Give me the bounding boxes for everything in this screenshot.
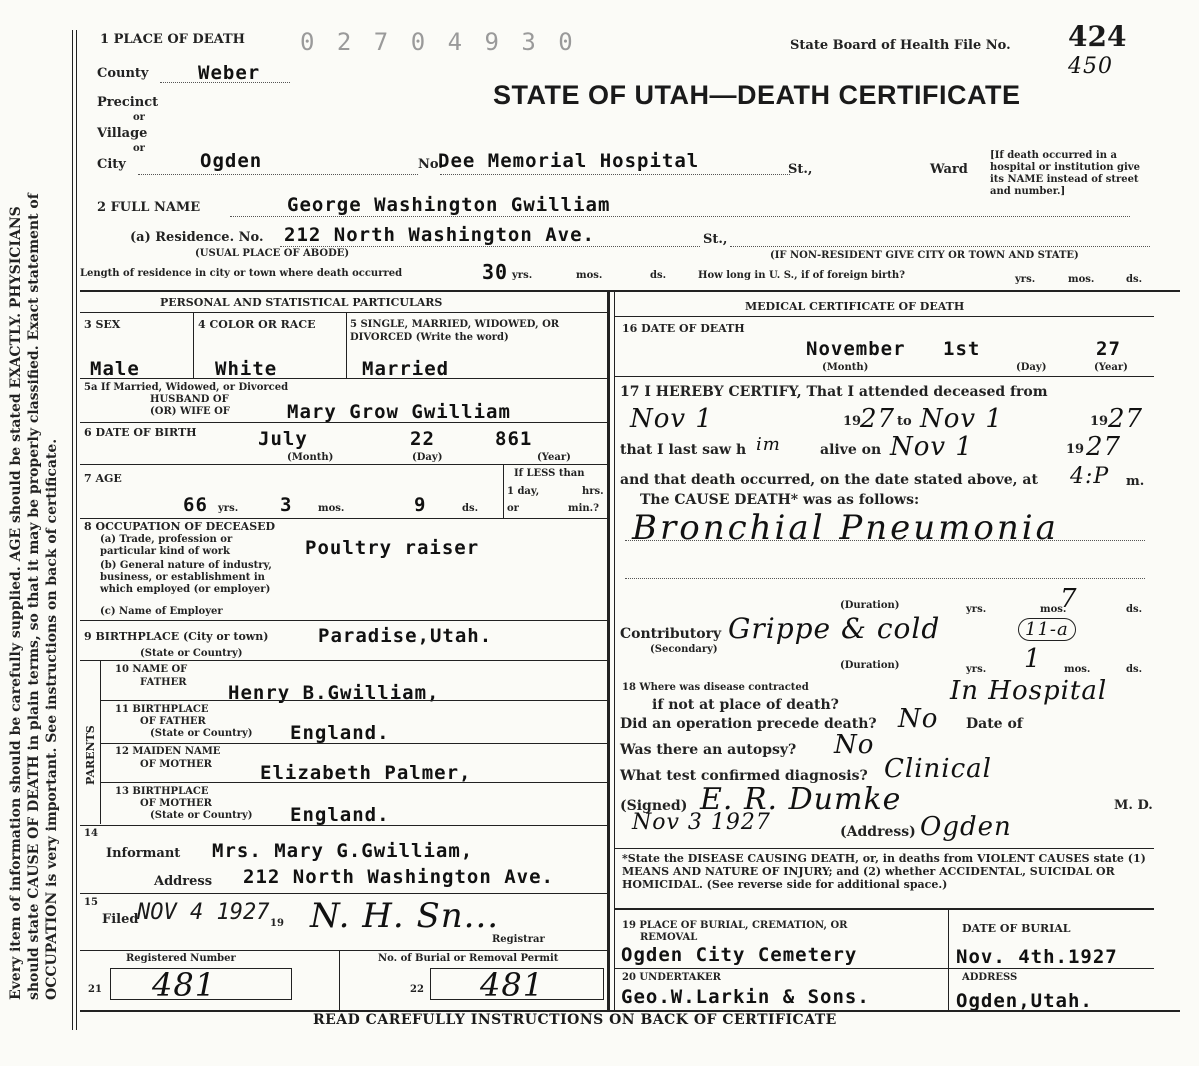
place-of-death-label: 1 PLACE OF DEATH (100, 32, 245, 47)
last-saw-date: Nov 1 (890, 432, 973, 462)
footer-instructions: READ CAREFULLY INSTRUCTIONS ON BACK OF CERTIFICATE (313, 1012, 837, 1028)
attended-from-date: Nov 1 (630, 404, 713, 434)
occupation-label: 8 OCCUPATION OF DECEASED (84, 520, 276, 533)
dob-month: July (258, 428, 308, 450)
informant-value: Mrs. Mary G.Gwilliam, (212, 840, 474, 862)
father-birthplace-value: England. (290, 722, 390, 744)
ward-note: [If death occurred in a hospital or institution give its NAME instead of street and number.] (990, 150, 1140, 197)
file-no-handwritten: 450 (1068, 54, 1113, 79)
city-value: Ogden (200, 150, 263, 172)
county-label: County (97, 66, 149, 81)
registrar-signature: N. H. Sn... (310, 896, 500, 936)
marital-label: 5 SINGLE, MARRIED, WIDOWED, OR DIVORCED (Write the word) (350, 319, 560, 343)
ward-label: Ward (930, 162, 968, 177)
burial-date-label: DATE OF BURIAL (962, 922, 1071, 935)
left-border-inner (76, 30, 77, 1030)
burial-permit-value: 481 (480, 966, 545, 1004)
village-label: Village (97, 126, 148, 141)
contributory-label: Contributory (620, 626, 722, 642)
how-long-us-label: How long in U. S., if of foreign birth? (698, 270, 906, 281)
autopsy-value: No (834, 730, 875, 760)
length-residence-label: Length of residence in city or town where death occurred (80, 268, 403, 279)
signed-date: Nov 3 1927 (632, 810, 771, 835)
file-no-label: State Board of Health File No. (790, 38, 1011, 53)
undertaker-value: Geo.W.Larkin & Sons. (621, 986, 870, 1008)
side-instructions-1: Every item of information should be carefully supplied. AGE should be stated EXACTLY. PHYSICIANS (8, 206, 24, 1000)
attended-to-date: Nov 1 (920, 404, 1003, 434)
test-label: What test confirmed diagnosis? (620, 768, 868, 784)
nonresident-caption: (IF NON-RESIDENT GIVE CITY OR TOWN AND STATE) (770, 250, 1079, 261)
filed-label: Filed (102, 912, 139, 927)
stamp-number: 0 2 7 0 4 9 3 0 (300, 28, 577, 56)
operation-label: Did an operation precede death? (620, 716, 877, 732)
precinct-label: Precinct (97, 95, 159, 110)
file-no: 424 (1068, 20, 1127, 53)
spouse-value: Mary Grow Gwilliam (287, 401, 511, 423)
hospital-value: Dee Memorial Hospital (438, 150, 700, 172)
color-value: White (215, 358, 278, 380)
physician-signature: E. R. Dumke (700, 782, 902, 817)
cause-label: The CAUSE DEATH* was as follows: (640, 492, 920, 508)
burial-address-label: ADDRESS (962, 972, 1018, 983)
informant-address-label: Address (154, 874, 213, 889)
age-label: 7 AGE (84, 472, 122, 485)
contracted-value: In Hospital (950, 676, 1108, 706)
dod-year: 27 (1096, 338, 1121, 360)
medical-section-title: MEDICAL CERTIFICATE OF DEATH (745, 300, 965, 313)
burial-place-value: Ogden City Cemetery (621, 944, 858, 966)
age-years: 66 (183, 494, 208, 516)
marital-value: Married (362, 358, 450, 380)
duration2-months: 1 (1024, 644, 1042, 674)
occupation-value: Poultry raiser (305, 537, 480, 559)
side-instructions-3: OCCUPATION is very important. See instructions on back of certificate. (44, 438, 60, 1000)
undertaker-label: 20 UNDERTAKER (622, 972, 721, 983)
page-title: STATE OF UTAH—DEATH CERTIFICATE (493, 80, 1021, 110)
sex-value: Male (90, 358, 140, 380)
full-name-value: George Washington Gwilliam (287, 194, 611, 216)
birthplace-label: 9 BIRTHPLACE (City or town) (84, 630, 269, 643)
mother-birthplace-value: England. (290, 804, 390, 826)
burial-permit-label: No. of Burial or Removal Permit (378, 953, 559, 964)
cause-footnote: *State the DISEASE CAUSING DEATH, or, in deaths from VIOLENT CAUSES state (1) MEANS AND NATURE OF INJURY; and (2) whether ACCIDENTAL, SUICIDAL OR HOMICIDAL. (See reverse side for additional space.) (622, 852, 1146, 891)
dod-month: November (806, 338, 906, 360)
burial-place-label: 19 PLACE OF BURIAL, CREMATION, OR (622, 920, 848, 931)
city-label: City (97, 157, 126, 172)
autopsy-label: Was there an autopsy? (620, 742, 797, 758)
test-value: Clinical (884, 754, 992, 784)
personal-section-title: PERSONAL AND STATISTICAL PARTICULARS (160, 296, 443, 309)
registrar-label: Registrar (492, 934, 545, 945)
cause-value: Bronchial Pneumonia (632, 508, 1059, 548)
contributory-value: Grippe & cold (728, 612, 941, 645)
registered-number-value: 481 (152, 966, 217, 1004)
informant-address-value: 212 North Washington Ave. (243, 866, 554, 888)
physician-address: Ogden (920, 812, 1012, 842)
date-of-death-label: 16 DATE OF DEATH (622, 322, 745, 335)
residence-label: (a) Residence. No. (130, 230, 264, 245)
certify-statement: 17 I HEREBY CERTIFY, That I attended deceased from (620, 384, 1048, 400)
father-name-value: Henry B.Gwilliam, (228, 682, 440, 704)
parents-label: PARENTS (84, 725, 97, 785)
death-time: 4:P (1070, 464, 1110, 489)
dob-day: 22 (410, 428, 435, 450)
operation-value: No (898, 704, 939, 734)
center-divider (607, 292, 610, 1010)
usual-place-caption: (USUAL PLACE OF ABODE) (195, 248, 350, 259)
age-days: 9 (414, 494, 427, 516)
burial-address-value: Ogden,Utah. (956, 990, 1093, 1012)
birthplace-value: Paradise,Utah. (318, 625, 493, 647)
color-race-label: 4 COLOR OR RACE (198, 318, 316, 331)
dod-day: 1st (943, 338, 981, 360)
dob-label: 6 DATE OF BIRTH (84, 426, 197, 439)
length-residence-value: 30 (482, 260, 509, 284)
residence-value: 212 North Washington Ave. (284, 224, 595, 246)
sex-label: 3 SEX (84, 318, 121, 331)
death-occurred-label: and that death occurred, on the date stated above, at (620, 472, 1038, 488)
burial-date-value: Nov. 4th.1927 (956, 946, 1118, 968)
side-instructions-2: should state CAUSE OF DEATH in plain terms, so that it may be properly classified. Exact statement of (26, 193, 42, 1000)
registered-number-label: Registered Number (126, 953, 236, 964)
dob-year: 861 (495, 428, 533, 450)
filed-date-stamp: NOV 4 1927 (137, 900, 270, 925)
county-value: Weber (198, 62, 261, 84)
full-name-label: 2 FULL NAME (97, 200, 201, 215)
last-saw-label: that I last saw h (620, 442, 747, 458)
age-months: 3 (280, 494, 293, 516)
mother-name-value: Elizabeth Palmer, (260, 762, 472, 784)
contributory-code: 11-a (1018, 618, 1076, 641)
left-border (72, 30, 73, 1030)
informant-label: Informant (106, 846, 181, 861)
duration-months: 7 (1060, 584, 1078, 614)
signed-label: (Signed) (620, 798, 688, 814)
